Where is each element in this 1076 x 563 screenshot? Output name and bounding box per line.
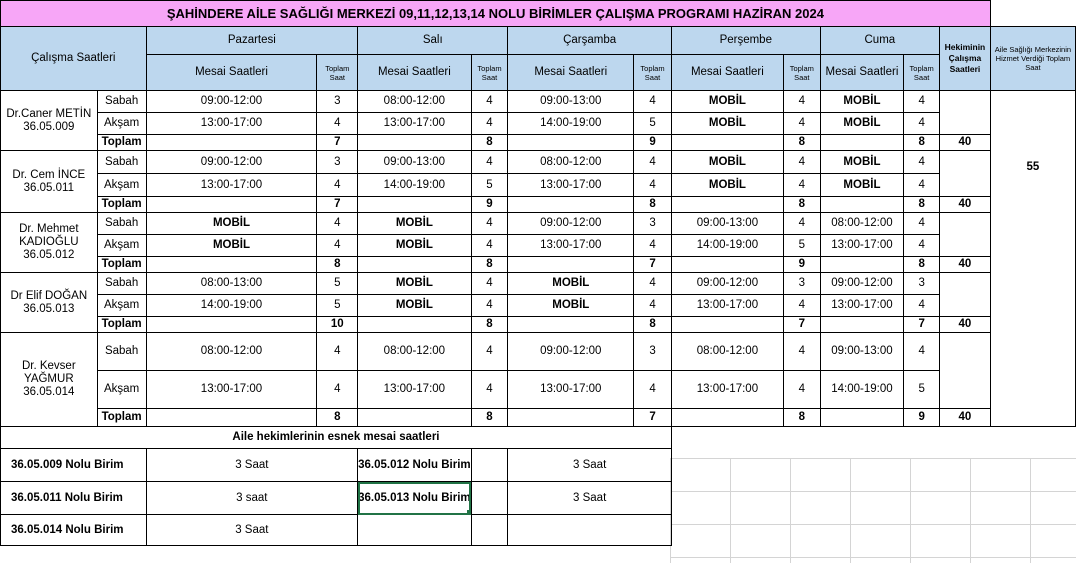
doctor-aksam-row bbox=[1, 295, 1076, 317]
mesai-cell[interactable]: 14:00-19:00 bbox=[671, 235, 783, 257]
toplam-empty-cell[interactable] bbox=[508, 257, 634, 273]
flex-unit-right[interactable] bbox=[358, 515, 472, 546]
day-toplam-cell[interactable]: 8 bbox=[471, 135, 508, 151]
mesai-cell[interactable]: MOBİL bbox=[358, 213, 472, 235]
mesai-cell[interactable]: 08:00-12:00 bbox=[358, 91, 472, 113]
hours-cell[interactable]: 5 bbox=[783, 235, 820, 257]
header-hekim-calisma-saatleri[interactable]: Hekiminin Çalışma Saatleri bbox=[940, 27, 991, 91]
mesai-cell[interactable]: 09:00-12:00 bbox=[671, 273, 783, 295]
header-asm-hizmet-saati[interactable]: Aile Sağlığı Merkezinin Hizmet Verdiği Toplam Saat bbox=[990, 27, 1075, 91]
hours-cell[interactable]: 4 bbox=[634, 91, 672, 113]
doctor-sabah-row bbox=[1, 91, 1076, 113]
period-label-aksam[interactable]: Akşam bbox=[97, 174, 146, 197]
hekim-total-cell[interactable]: 40 bbox=[940, 135, 991, 151]
period-label-toplam[interactable]: Toplam bbox=[97, 409, 146, 427]
mesai-cell[interactable]: 13:00-17:00 bbox=[508, 371, 634, 409]
hours-cell[interactable]: 4 bbox=[904, 151, 940, 174]
hekim-total-cell[interactable]: 40 bbox=[940, 197, 991, 213]
toplam-empty-cell[interactable] bbox=[820, 317, 904, 333]
mesai-cell[interactable]: 09:00-12:00 bbox=[146, 91, 317, 113]
toplam-empty-cell[interactable] bbox=[820, 409, 904, 427]
mesai-cell[interactable]: 13:00-17:00 bbox=[146, 113, 317, 135]
hours-cell[interactable]: 4 bbox=[634, 174, 672, 197]
period-label-toplam[interactable]: Toplam bbox=[97, 135, 146, 151]
flex-hours-right[interactable] bbox=[508, 515, 672, 546]
toplam-empty-cell[interactable] bbox=[358, 257, 472, 273]
mesai-cell[interactable]: 13:00-17:00 bbox=[820, 295, 904, 317]
doctor-aksam-row bbox=[1, 235, 1076, 257]
hekim-total-cell[interactable]: 40 bbox=[940, 317, 991, 333]
mesai-cell[interactable]: MOBİL bbox=[358, 295, 472, 317]
hekim-total-empty-cell[interactable] bbox=[940, 333, 991, 409]
hours-cell[interactable]: 4 bbox=[634, 295, 672, 317]
mesai-cell[interactable]: 14:00-19:00 bbox=[358, 174, 472, 197]
mesai-cell[interactable]: MOBİL bbox=[671, 91, 783, 113]
mesai-cell[interactable]: 14:00-19:00 bbox=[508, 113, 634, 135]
hours-cell[interactable]: 4 bbox=[904, 333, 940, 371]
hours-cell[interactable]: 4 bbox=[904, 91, 940, 113]
toplam-empty-cell[interactable] bbox=[820, 135, 904, 151]
mesai-cell[interactable]: 09:00-12:00 bbox=[508, 333, 634, 371]
hours-cell[interactable]: 4 bbox=[904, 213, 940, 235]
period-label-aksam[interactable]: Akşam bbox=[97, 295, 146, 317]
period-label-aksam[interactable]: Akşam bbox=[97, 235, 146, 257]
day-toplam-cell[interactable]: 9 bbox=[783, 257, 820, 273]
mesai-cell[interactable]: MOBİL bbox=[508, 295, 634, 317]
toplam-empty-cell[interactable] bbox=[358, 197, 472, 213]
hours-cell[interactable]: 4 bbox=[904, 113, 940, 135]
mesai-cell[interactable]: 13:00-17:00 bbox=[820, 235, 904, 257]
doctor-sabah-row bbox=[1, 333, 1076, 371]
hekim-total-empty-cell[interactable] bbox=[940, 273, 991, 317]
mesai-cell[interactable]: MOBİL bbox=[820, 151, 904, 174]
day-toplam-cell[interactable]: 8 bbox=[471, 317, 508, 333]
hours-cell[interactable]: 4 bbox=[783, 174, 820, 197]
period-label-sabah[interactable]: Sabah bbox=[97, 333, 146, 371]
day-toplam-cell[interactable]: 8 bbox=[471, 409, 508, 427]
mesai-cell[interactable]: MOBİL bbox=[820, 91, 904, 113]
mesai-cell[interactable]: 13:00-17:00 bbox=[358, 113, 472, 135]
toplam-empty-cell[interactable] bbox=[508, 197, 634, 213]
day-toplam-cell[interactable]: 7 bbox=[783, 317, 820, 333]
mesai-cell[interactable]: 08:00-12:00 bbox=[820, 213, 904, 235]
flex-hours-left[interactable]: 3 saat bbox=[146, 482, 358, 515]
hours-cell[interactable]: 4 bbox=[634, 235, 672, 257]
empty-cell bbox=[671, 515, 1075, 546]
doctor-name-cell[interactable]: Dr. Cem İNCE 36.05.011 bbox=[1, 151, 98, 213]
period-label-sabah[interactable]: Sabah bbox=[97, 151, 146, 174]
mesai-cell[interactable]: MOBİL bbox=[146, 235, 317, 257]
hours-cell[interactable]: 5 bbox=[904, 371, 940, 409]
flex-empty-cell[interactable] bbox=[471, 449, 508, 482]
hours-cell[interactable]: 4 bbox=[634, 151, 672, 174]
header-toplam-saat[interactable]: Toplam Saat bbox=[471, 55, 508, 91]
hours-cell[interactable]: 4 bbox=[471, 113, 508, 135]
hekim-total-empty-cell[interactable] bbox=[940, 213, 991, 257]
hours-cell[interactable]: 3 bbox=[634, 333, 672, 371]
mesai-cell[interactable]: 08:00-12:00 bbox=[671, 333, 783, 371]
header-toplam-saat[interactable]: Toplam Saat bbox=[634, 55, 672, 91]
empty-cell bbox=[671, 482, 1075, 515]
toplam-empty-cell[interactable] bbox=[358, 409, 472, 427]
toplam-empty-cell[interactable] bbox=[146, 135, 317, 151]
empty-cell bbox=[990, 1, 1075, 27]
toplam-empty-cell[interactable] bbox=[146, 409, 317, 427]
day-toplam-cell[interactable]: 8 bbox=[904, 197, 940, 213]
header-toplam-saat[interactable]: Toplam Saat bbox=[904, 55, 940, 91]
day-toplam-cell[interactable]: 8 bbox=[317, 409, 358, 427]
doctor-sabah-row bbox=[1, 273, 1076, 295]
day-toplam-cell[interactable]: 7 bbox=[317, 197, 358, 213]
hours-cell[interactable]: 4 bbox=[783, 113, 820, 135]
flex-unit-left[interactable]: 36.05.009 Nolu Birim bbox=[1, 449, 147, 482]
period-label-toplam[interactable]: Toplam bbox=[97, 317, 146, 333]
day-toplam-cell[interactable]: 8 bbox=[904, 135, 940, 151]
hours-cell[interactable]: 3 bbox=[634, 213, 672, 235]
hours-cell[interactable]: 4 bbox=[783, 151, 820, 174]
hours-cell[interactable]: 4 bbox=[471, 91, 508, 113]
day-toplam-cell[interactable]: 8 bbox=[783, 135, 820, 151]
flex-unit-left[interactable]: 36.05.011 Nolu Birim bbox=[1, 482, 147, 515]
hours-cell[interactable]: 4 bbox=[783, 295, 820, 317]
day-toplam-cell[interactable]: 7 bbox=[634, 257, 672, 273]
flex-empty-cell[interactable] bbox=[471, 482, 508, 515]
period-label-sabah[interactable]: Sabah bbox=[97, 213, 146, 235]
flex-title-row bbox=[1, 427, 1076, 449]
hours-cell[interactable]: 4 bbox=[471, 213, 508, 235]
hours-cell[interactable]: 4 bbox=[317, 235, 358, 257]
hours-cell[interactable]: 4 bbox=[317, 333, 358, 371]
hours-cell[interactable]: 4 bbox=[783, 333, 820, 371]
hours-cell[interactable]: 5 bbox=[471, 174, 508, 197]
empty-cell bbox=[671, 449, 1075, 482]
mesai-cell[interactable]: 13:00-17:00 bbox=[671, 371, 783, 409]
header-calisma-saatleri[interactable]: Çalışma Saatleri bbox=[1, 27, 147, 91]
doctor-toplam-row bbox=[1, 135, 1076, 151]
hours-cell[interactable]: 4 bbox=[783, 213, 820, 235]
header-mesai-saatleri[interactable]: Mesai Saatleri bbox=[671, 55, 783, 91]
toplam-empty-cell[interactable] bbox=[820, 197, 904, 213]
period-label-toplam[interactable]: Toplam bbox=[97, 257, 146, 273]
day-toplam-cell[interactable]: 8 bbox=[783, 409, 820, 427]
mesai-cell[interactable]: 09:00-13:00 bbox=[508, 91, 634, 113]
day-toplam-cell[interactable]: 9 bbox=[634, 135, 672, 151]
mesai-cell[interactable]: 13:00-17:00 bbox=[358, 371, 472, 409]
mesai-cell[interactable]: MOBİL bbox=[820, 174, 904, 197]
doctor-sabah-row bbox=[1, 151, 1076, 174]
hekim-total-empty-cell[interactable] bbox=[940, 151, 991, 197]
flex-unit-right[interactable]: 36.05.013 Nolu Birim bbox=[358, 482, 472, 515]
hours-cell[interactable]: 4 bbox=[783, 371, 820, 409]
mesai-cell[interactable]: 08:00-12:00 bbox=[146, 333, 317, 371]
flex-row bbox=[1, 482, 1076, 515]
mesai-cell[interactable]: 09:00-12:00 bbox=[820, 273, 904, 295]
header-toplam-saat[interactable]: Toplam Saat bbox=[783, 55, 820, 91]
doctor-name-cell[interactable]: Dr. Kevser YAĞMUR 36.05.014 bbox=[1, 333, 98, 427]
header-day-tuesday[interactable]: Salı bbox=[358, 27, 508, 55]
header-mesai-saatleri[interactable]: Mesai Saatleri bbox=[508, 55, 634, 91]
flex-empty-cell[interactable] bbox=[471, 515, 508, 546]
day-toplam-cell[interactable]: 8 bbox=[783, 197, 820, 213]
toplam-empty-cell[interactable] bbox=[146, 257, 317, 273]
hours-cell[interactable]: 5 bbox=[317, 273, 358, 295]
asm-total-cell[interactable]: 55 bbox=[990, 91, 1075, 427]
hours-cell[interactable]: 4 bbox=[471, 151, 508, 174]
mesai-cell[interactable]: MOBİL bbox=[146, 213, 317, 235]
header-mesai-saatleri[interactable]: Mesai Saatleri bbox=[358, 55, 472, 91]
day-toplam-cell[interactable]: 9 bbox=[471, 197, 508, 213]
flex-hours-left[interactable]: 3 Saat bbox=[146, 449, 358, 482]
hours-cell[interactable]: 3 bbox=[317, 91, 358, 113]
toplam-empty-cell[interactable] bbox=[146, 197, 317, 213]
flex-unit-left[interactable]: 36.05.014 Nolu Birim bbox=[1, 515, 147, 546]
doctor-aksam-row bbox=[1, 113, 1076, 135]
doctor-name-cell[interactable]: Dr.Caner METİN 36.05.009 bbox=[1, 91, 98, 151]
hours-cell[interactable]: 4 bbox=[904, 295, 940, 317]
day-toplam-cell[interactable]: 8 bbox=[317, 257, 358, 273]
hours-cell[interactable]: 4 bbox=[783, 91, 820, 113]
mesai-cell[interactable]: 09:00-13:00 bbox=[358, 151, 472, 174]
toplam-empty-cell[interactable] bbox=[146, 317, 317, 333]
mesai-cell[interactable]: 08:00-12:00 bbox=[358, 333, 472, 371]
hekim-total-empty-cell[interactable] bbox=[940, 91, 991, 135]
day-toplam-cell[interactable]: 8 bbox=[634, 317, 672, 333]
toplam-empty-cell[interactable] bbox=[671, 317, 783, 333]
day-toplam-cell[interactable]: 7 bbox=[634, 409, 672, 427]
mesai-cell[interactable]: 13:00-17:00 bbox=[146, 174, 317, 197]
doctor-name-cell[interactable]: Dr Elif DOĞAN 36.05.013 bbox=[1, 273, 98, 333]
toplam-empty-cell[interactable] bbox=[508, 135, 634, 151]
mesai-cell[interactable]: MOBİL bbox=[358, 273, 472, 295]
mesai-cell[interactable]: MOBİL bbox=[671, 151, 783, 174]
mesai-cell[interactable]: 13:00-17:00 bbox=[671, 295, 783, 317]
hekim-total-cell[interactable]: 40 bbox=[940, 409, 991, 427]
mesai-cell[interactable]: 13:00-17:00 bbox=[146, 371, 317, 409]
doctor-sabah-row bbox=[1, 213, 1076, 235]
flex-row bbox=[1, 449, 1076, 482]
mesai-cell[interactable]: 14:00-19:00 bbox=[820, 371, 904, 409]
mesai-cell[interactable]: MOBİL bbox=[508, 273, 634, 295]
hours-cell[interactable]: 4 bbox=[904, 235, 940, 257]
day-toplam-cell[interactable]: 8 bbox=[471, 257, 508, 273]
hours-cell[interactable]: 5 bbox=[634, 113, 672, 135]
hekim-total-cell[interactable]: 40 bbox=[940, 257, 991, 273]
toplam-empty-cell[interactable] bbox=[508, 317, 634, 333]
mesai-cell[interactable]: 09:00-12:00 bbox=[508, 213, 634, 235]
doctor-aksam-row bbox=[1, 174, 1076, 197]
mesai-cell[interactable]: 09:00-12:00 bbox=[146, 151, 317, 174]
header-toplam-saat[interactable]: Toplam Saat bbox=[317, 55, 358, 91]
hours-cell[interactable]: 4 bbox=[471, 235, 508, 257]
toplam-empty-cell[interactable] bbox=[358, 135, 472, 151]
toplam-empty-cell[interactable] bbox=[671, 197, 783, 213]
hours-cell[interactable]: 3 bbox=[783, 273, 820, 295]
day-toplam-cell[interactable]: 8 bbox=[904, 257, 940, 273]
header-mesai-saatleri[interactable]: Mesai Saatleri bbox=[820, 55, 904, 91]
doctor-toplam-row bbox=[1, 409, 1076, 427]
header-mesai-saatleri[interactable]: Mesai Saatleri bbox=[146, 55, 317, 91]
doctor-toplam-row bbox=[1, 197, 1076, 213]
hours-cell[interactable]: 4 bbox=[904, 174, 940, 197]
header-day-monday[interactable]: Pazartesi bbox=[146, 27, 358, 55]
toplam-empty-cell[interactable] bbox=[671, 257, 783, 273]
hours-cell[interactable]: 4 bbox=[471, 371, 508, 409]
doctor-name-cell[interactable]: Dr. Mehmet KADIOĞLU 36.05.012 bbox=[1, 213, 98, 273]
flex-row bbox=[1, 515, 1076, 546]
day-toplam-cell[interactable]: 9 bbox=[904, 409, 940, 427]
hours-cell[interactable]: 4 bbox=[471, 295, 508, 317]
doctor-aksam-row bbox=[1, 371, 1076, 409]
mesai-cell[interactable]: MOBİL bbox=[671, 174, 783, 197]
hours-cell[interactable]: 4 bbox=[471, 273, 508, 295]
mesai-cell[interactable]: 13:00-17:00 bbox=[508, 235, 634, 257]
period-label-aksam[interactable]: Akşam bbox=[97, 113, 146, 135]
period-label-toplam[interactable]: Toplam bbox=[97, 197, 146, 213]
mesai-cell[interactable]: 09:00-13:00 bbox=[820, 333, 904, 371]
hours-cell[interactable]: 3 bbox=[317, 151, 358, 174]
flex-hours-left[interactable]: 3 Saat bbox=[146, 515, 358, 546]
toplam-empty-cell[interactable] bbox=[358, 317, 472, 333]
mesai-cell[interactable]: MOBİL bbox=[671, 113, 783, 135]
hours-cell[interactable]: 4 bbox=[634, 273, 672, 295]
mesai-cell[interactable]: MOBİL bbox=[820, 113, 904, 135]
mesai-cell[interactable]: 08:00-13:00 bbox=[146, 273, 317, 295]
mesai-cell[interactable]: 14:00-19:00 bbox=[146, 295, 317, 317]
mesai-cell[interactable]: 09:00-13:00 bbox=[671, 213, 783, 235]
toplam-empty-cell[interactable] bbox=[820, 257, 904, 273]
doctor-toplam-row bbox=[1, 257, 1076, 273]
period-label-sabah[interactable]: Sabah bbox=[97, 91, 146, 113]
header-day-thursday[interactable]: Perşembe bbox=[671, 27, 820, 55]
doctor-toplam-row bbox=[1, 317, 1076, 333]
empty-cell bbox=[671, 427, 1075, 449]
mesai-cell[interactable]: 08:00-12:00 bbox=[508, 151, 634, 174]
flex-section-title[interactable]: Aile hekimlerinin esnek mesai saatleri bbox=[1, 427, 672, 449]
mesai-cell[interactable]: 13:00-17:00 bbox=[508, 174, 634, 197]
toplam-empty-cell[interactable] bbox=[671, 135, 783, 151]
toplam-empty-cell[interactable] bbox=[671, 409, 783, 427]
header-day-wednesday[interactable]: Çarşamba bbox=[508, 27, 672, 55]
toplam-empty-cell[interactable] bbox=[508, 409, 634, 427]
day-toplam-cell[interactable]: 7 bbox=[317, 135, 358, 151]
hours-cell[interactable]: 4 bbox=[471, 333, 508, 371]
flex-hours-right[interactable]: 3 Saat bbox=[508, 449, 672, 482]
day-toplam-cell[interactable]: 7 bbox=[904, 317, 940, 333]
hours-cell[interactable]: 3 bbox=[904, 273, 940, 295]
hours-cell[interactable]: 4 bbox=[317, 213, 358, 235]
flex-hours-right[interactable]: 3 Saat bbox=[508, 482, 672, 515]
sheet-title[interactable]: ŞAHİNDERE AİLE SAĞLIĞI MERKEZİ 09,11,12,13,14 NOLU BİRİMLER ÇALIŞMA PROGRAMI HAZİRAN 2024 bbox=[1, 1, 991, 27]
hours-cell[interactable]: 4 bbox=[317, 113, 358, 135]
flex-unit-right[interactable]: 36.05.012 Nolu Birim bbox=[358, 449, 472, 482]
header-day-friday[interactable]: Cuma bbox=[820, 27, 939, 55]
period-label-aksam[interactable]: Akşam bbox=[97, 371, 146, 409]
period-label-sabah[interactable]: Sabah bbox=[97, 273, 146, 295]
mesai-cell[interactable]: MOBİL bbox=[358, 235, 472, 257]
day-toplam-cell[interactable]: 10 bbox=[317, 317, 358, 333]
hours-cell[interactable]: 4 bbox=[317, 371, 358, 409]
hours-cell[interactable]: 5 bbox=[317, 295, 358, 317]
day-toplam-cell[interactable]: 8 bbox=[634, 197, 672, 213]
hours-cell[interactable]: 4 bbox=[317, 174, 358, 197]
hours-cell[interactable]: 4 bbox=[634, 371, 672, 409]
